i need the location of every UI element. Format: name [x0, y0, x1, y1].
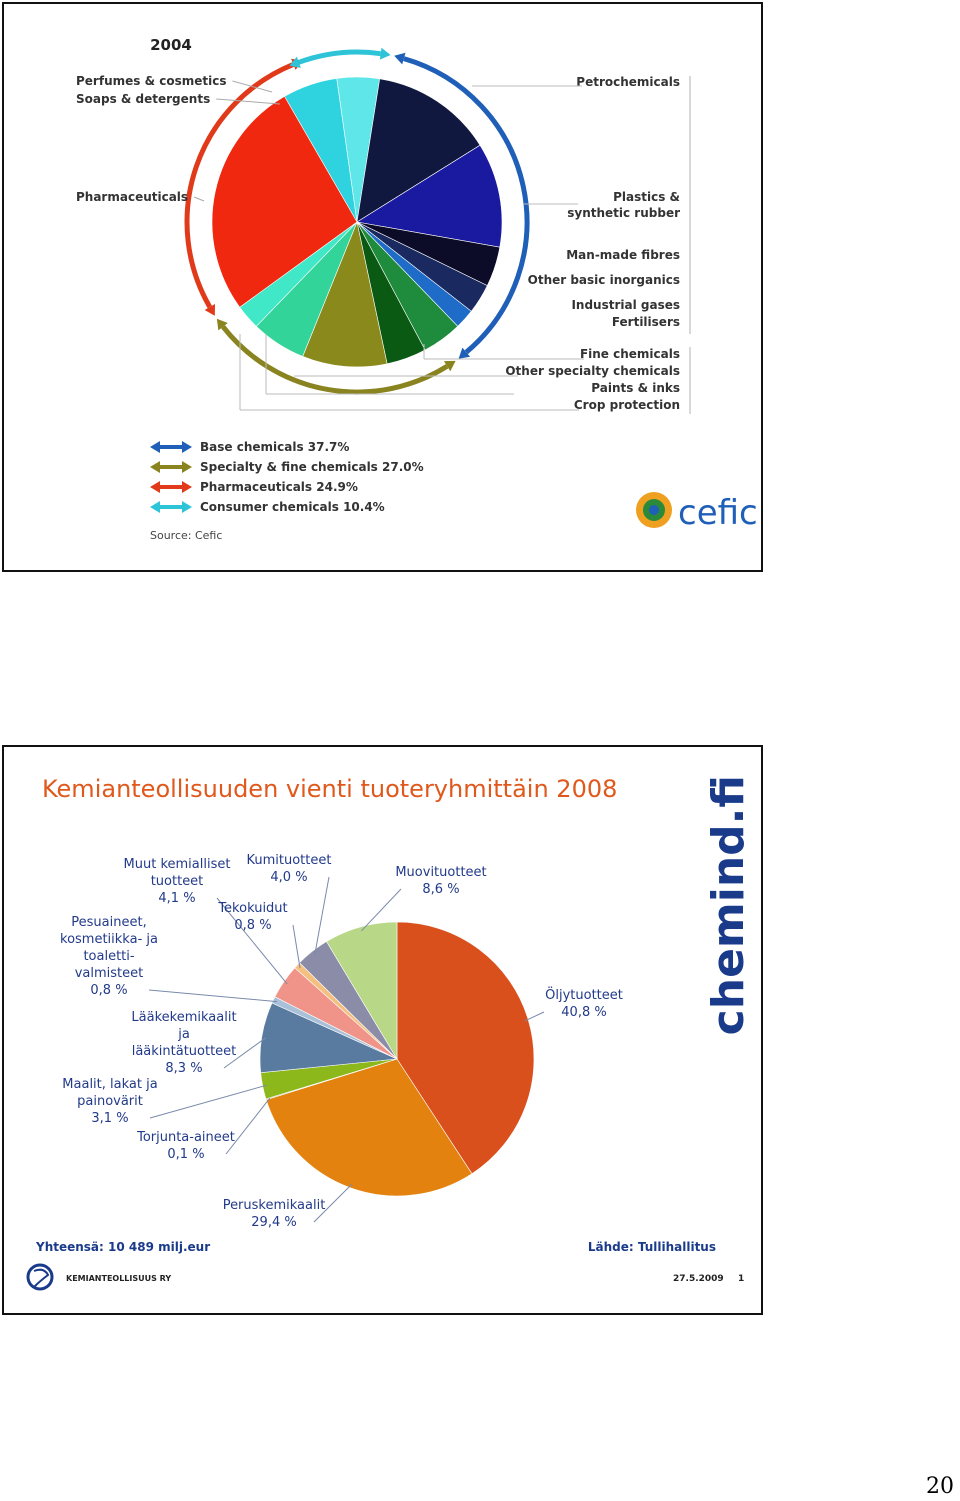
legend-arrow-left-head — [150, 481, 160, 493]
source-note: Lähde: Tullihallitus — [587, 1240, 716, 1254]
chart-title: Kemianteollisuuden vienti tuoteryhmittäin 2008 — [42, 775, 618, 803]
slice-label-oljytuotteet: Öljytuotteet 40,8 % — [545, 988, 623, 1020]
kemianteollisuus-logo — [28, 1265, 52, 1289]
slide-export-2008-chart — [2, 745, 763, 1315]
slice-label-tekokuidut: Tekokuidut 0,8 % — [218, 901, 288, 933]
source-note: Source: Cefic — [150, 529, 223, 542]
legend-arrow-left-head — [150, 441, 160, 453]
slice-label-kumituotteet: Kumituotteet 4,0 % — [246, 853, 332, 885]
slice-label-torjunta-aineet: Torjunta-aineet 0,1 % — [137, 1130, 235, 1162]
label-industrial-gases: Industrial gases — [571, 298, 680, 312]
page-number: 20 — [926, 1474, 954, 1499]
legend-arrow-right-head — [182, 441, 192, 453]
legend-arrow-right-head — [182, 461, 192, 473]
slice-label-pesuaineet-kosmetiikka-ja-toaletti-valmisteet: Pesuaineet, kosmetiikka- ja toaletti-valmisteet 0,8 % — [60, 915, 158, 998]
legend-item-base-chemicals-37-7: Base chemicals 37.7% — [200, 440, 350, 454]
leader-line-torjunta-aineet — [226, 1098, 270, 1154]
label-other-basic-inorganics: Other basic inorganics — [527, 273, 680, 287]
chart-title: 2004 — [150, 36, 192, 54]
legend-arrow-right-head — [182, 481, 192, 493]
legend-arrow-left-head — [150, 461, 160, 473]
cefic-logo — [636, 492, 758, 533]
legend-arrow-left-head — [150, 501, 160, 513]
cefic-logo-text: cefic — [678, 493, 758, 533]
slide-date: 27.5.2009 — [673, 1274, 724, 1284]
label-soaps-detergents: Soaps & detergents — [76, 92, 211, 106]
total-note: Yhteensä: 10 489 milj.eur — [36, 1240, 211, 1254]
label-paints-inks: Paints & inks — [591, 381, 680, 395]
org-name: KEMIANTEOLLISUUS RY — [66, 1274, 172, 1283]
label-plastics-synthetic-rubber: Plastics & synthetic rubber — [567, 190, 680, 220]
leader-line-pesuaineet-kosmetiikka-ja-toaletti-valmisteet — [149, 990, 277, 1002]
slice-label-muut-kemialliset-tuotteet: Muut kemialliset tuotteet 4,1 % — [123, 857, 231, 906]
chemind-logo: chemind.fi — [703, 775, 754, 1036]
label-petrochemicals: Petrochemicals — [576, 75, 680, 89]
label-perfumes-cosmetics: Perfumes & cosmetics — [76, 74, 227, 88]
slice-label-maalit-lakat-ja-painovarit: Maalit, lakat ja painovärit 3,1 % — [62, 1077, 158, 1126]
label-fertilisers: Fertilisers — [611, 315, 680, 329]
legend-item-specialty-fine-chemicals-27-0: Specialty & fine chemicals 27.0% — [200, 460, 424, 474]
label-pharmaceuticals: Pharmaceuticals — [76, 190, 189, 204]
slice-label-muovituotteet: Muovituotteet 8,6 % — [395, 865, 487, 897]
chart-2008-svg — [4, 747, 761, 1313]
slice-label-peruskemikaalit: Peruskemikaalit 29,4 % — [222, 1198, 326, 1230]
label-fine-chemicals: Fine chemicals — [579, 347, 680, 361]
slide-number: 1 — [738, 1274, 745, 1284]
chart-2004-svg — [4, 4, 761, 570]
leader-line-tekokuidut — [293, 925, 300, 968]
label-man-made-fibres: Man-made fibres — [566, 248, 680, 262]
label-other-specialty-chemicals: Other specialty chemicals — [505, 364, 680, 378]
slide-2004-chart — [2, 2, 763, 572]
leader-line-maalit-lakat-ja-painovarit — [150, 1085, 267, 1118]
label-crop-protection: Crop protection — [573, 398, 680, 412]
legend-item-consumer-chemicals-10-4: Consumer chemicals 10.4% — [200, 500, 385, 514]
legend-item-pharmaceuticals-24-9: Pharmaceuticals 24.9% — [200, 480, 358, 494]
consumer-chemicals-arrow — [299, 52, 381, 62]
slice-label-laakekemikaalit-ja-laakintatuotteet: Lääkekemikaalit ja lääkintätuotteet 8,3 % — [131, 1010, 237, 1076]
consumer-chemicals-arrow-head — [380, 48, 391, 60]
base-chemicals-arrow-head — [394, 53, 405, 65]
legend-arrow-right-head — [182, 501, 192, 513]
